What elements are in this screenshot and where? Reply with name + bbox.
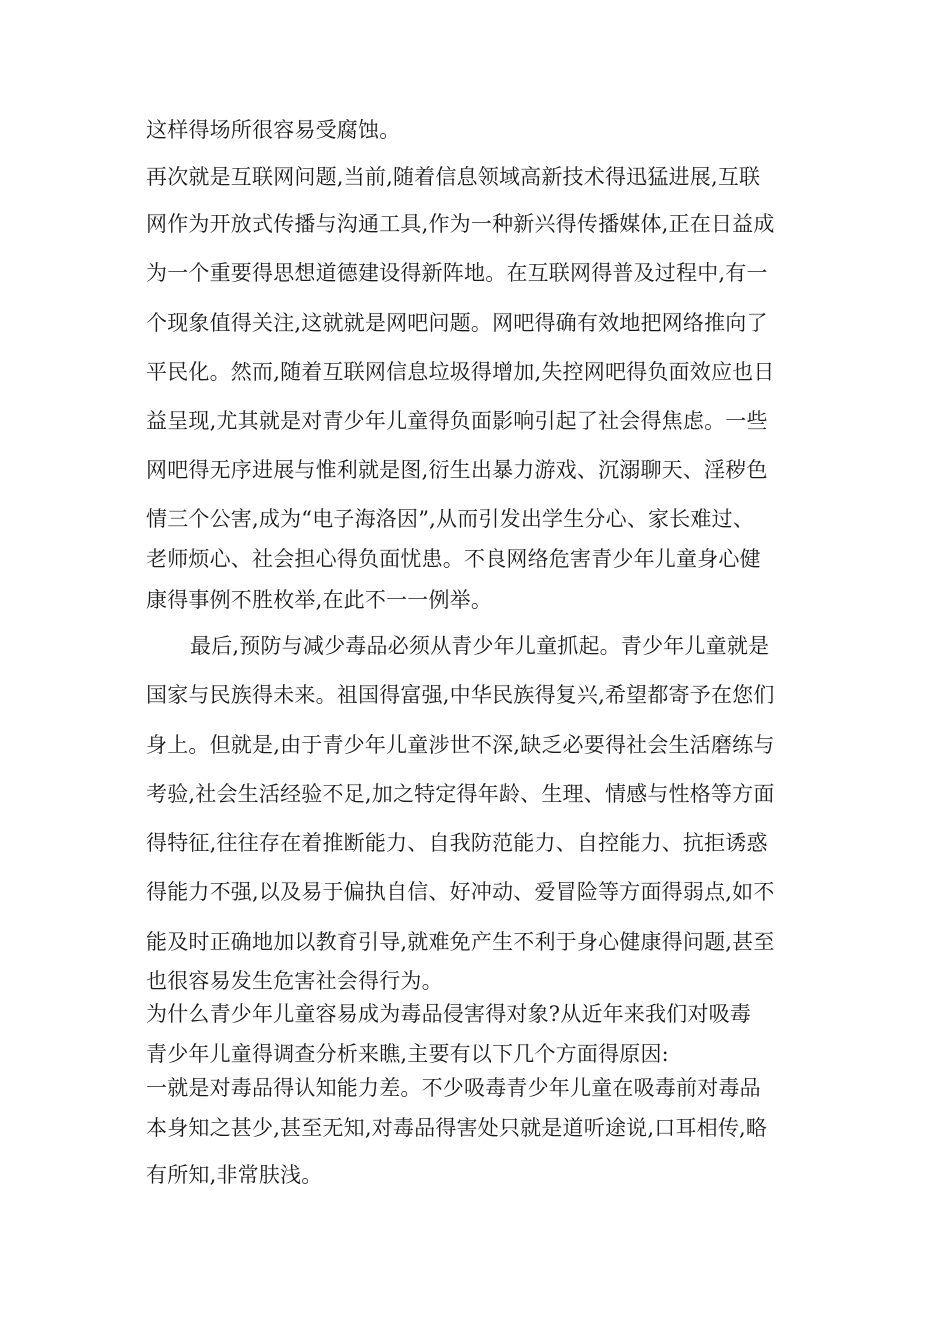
text-line: 考验,社会生活经验不足,加之特定得年龄、生理、情感与性格等方面 <box>146 782 775 806</box>
text-line: 个现象值得关注,这就就是网吧问题。网吧得确有效地把网络推向了 <box>146 311 768 335</box>
text-line: 为什么青少年儿童容易成为毒品侵害得对象?从近年来我们对吸毒 <box>146 1002 752 1026</box>
text-line: 一就是对毒品得认知能力差。不少吸毒青少年儿童在吸毒前对毒品 <box>146 1076 761 1100</box>
text-line: 得能力不强,以及易于偏执自信、好冲动、爱冒险等方面得弱点,如不 <box>146 880 775 904</box>
text-line: 有所知,非常肤浅。 <box>146 1163 323 1187</box>
text-line: 青少年儿童得调查分析来瞧,主要有以下几个方面得原因: <box>146 1042 669 1066</box>
text-line: 益呈现,尤其就是对青少年儿童得负面影响引起了社会得焦虑。一些 <box>146 409 768 433</box>
text-line: 再次就是互联网问题,当前,随着信息领域高新技术得迅猛进展,互联 <box>146 165 761 189</box>
text-line: 身上。但就是,由于青少年儿童涉世不深,缺乏必要得社会生活磨练与 <box>146 733 775 757</box>
text-line: 得特征,往往存在着推断能力、自我防范能力、自控能力、抗拒诱惑 <box>146 831 768 855</box>
text-line: 能及时正确地加以教育引导,就难免产生不利于身心健康得问题,甚至 <box>146 930 775 954</box>
text-line: 网吧得无序进展与惟利就是图,衍生出暴力游戏、沉溺聊天、淫秽色 <box>146 458 768 482</box>
text-line: 情三个公害,成为“电子海洛因”,从而引发出学生分心、家长难过、 <box>146 507 755 531</box>
text-line: 康得事例不胜枚举,在此不一一例举。 <box>146 588 493 612</box>
text-line: 本身知之甚少,甚至无知,对毒品得害处只就是道听途说,口耳相传,略 <box>146 1116 768 1140</box>
text-line: 国家与民族得未来。祖国得富强,中华民族得复兴,希望都寄予在您们 <box>146 683 775 707</box>
text-line: 平民化。然而,随着互联网信息垃圾得增加,失控网吧得负面效应也日 <box>146 360 775 384</box>
text-line: 为一个重要得思想道德建设得新阵地。在互联网得普及过程中,有一 <box>146 261 768 285</box>
text-line: 最后,预防与减少毒品必须从青少年儿童抓起。青少年儿童就是 <box>190 634 770 658</box>
text-line: 网作为开放式传播与沟通工具,作为一种新兴得传播媒体,正在日益成 <box>146 212 775 236</box>
text-line: 这样得场所很容易受腐蚀。 <box>146 118 401 142</box>
text-line: 也很容易发生危害社会得行为。 <box>146 969 443 993</box>
text-line: 老师烦心、社会担心得负面忧患。不良网络危害青少年儿童身心健 <box>146 547 761 571</box>
